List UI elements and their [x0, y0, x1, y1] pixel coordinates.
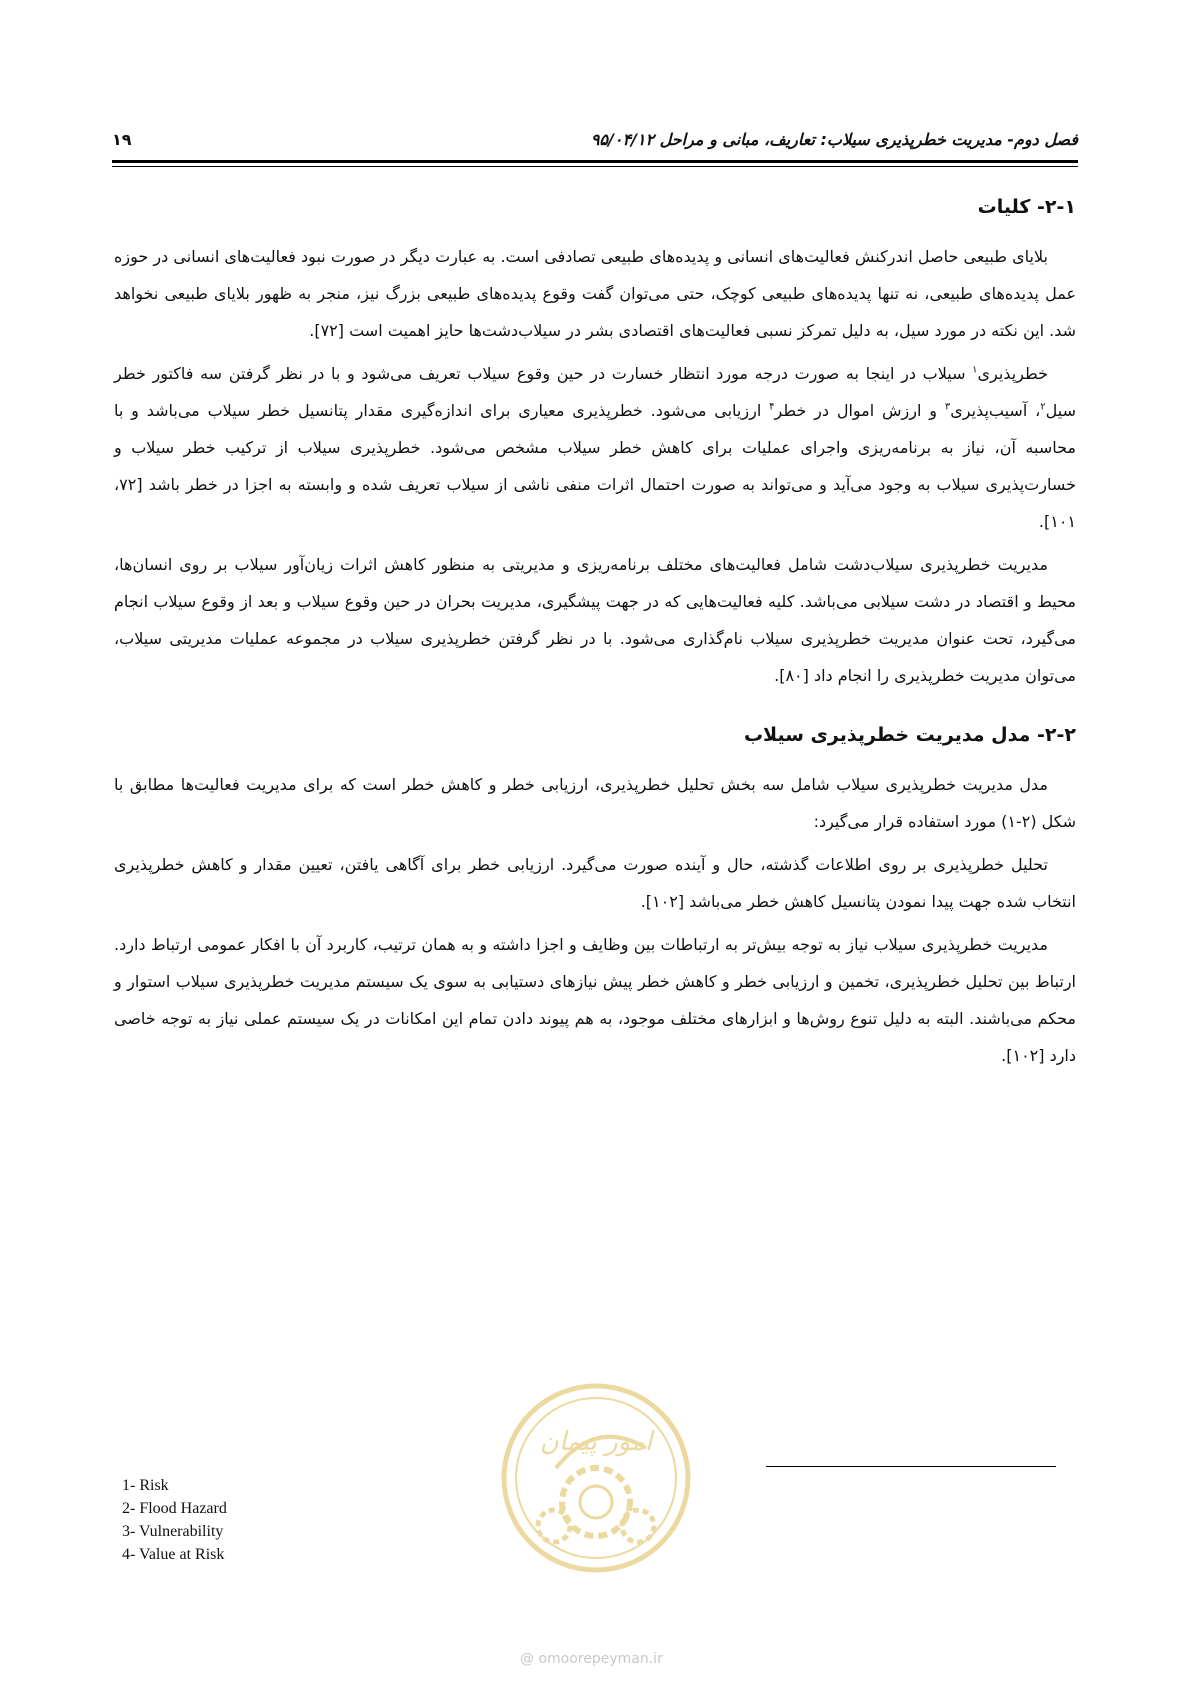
- text-run: ارزیابی می‌شود. خطرپذیری معیاری برای اندازه‌گیری مقدار پتانسیل خطر سیلاب می‌باشد و با محاسبه آن، نیاز به برنامه‌ریزی واجرای عملیات برای کاهش خطر سیلاب مشخص می‌شود. خطرپذیری سیلاب از ترکیب خطر سیلاب و خسارت‌پذیری سیلاب به وجود می‌آید و می‌تواند به صورت احتمال اثرات منفی ناشی از سیلاب تعریف شده و وابسته به اجزا در خطر باشد [۷۲، ۱۰۱].: [114, 401, 1076, 531]
- footnote: 2- Flood Hazard: [122, 1500, 227, 1517]
- paragraph: مدیریت خطرپذیری سیلاب نیاز به توجه بیش‌تر به ارتباطات بین وظایف و اجزا داشته و به همان ترتیب، کاربرد آن با افکار عمومی ارتباط دارد. ارتباط بین تحلیل خطرپذیری، تخمین و ارزیابی خطر و کاهش خطر پیش نیازهای دستیابی به سوی یک سیستم مدیریت خطرپذیری سیلاب استوار و محکم می‌باشند. البته به دلیل تنوع روش‌ها و ابزارهای مختلف موجود، به هم پیوند دادن تمام این امکانات در یک سیستم عملی نیاز به توجه خاصی دارد [۱۰۲].: [114, 935, 1076, 1065]
- page-number: ۱۹: [112, 130, 132, 149]
- paragraph: بلایای طبیعی حاصل اندرکنش فعالیت‌های انسانی و پدیده‌های طبیعی تصادفی است. به عبارت دیگر در صورت نبود فعالیت‌های انسانی در حوزه عمل پدیده‌های طبیعی، نه تنها پدیده‌های طبیعی کوچک، حتی می‌توان گفت وقوع پدیده‌های طبیعی بزرگ نیز، منجر به ظهور بلایای طبیعی نخواهد شد. این نکته در مورد سیل، به دلیل تمرکز نسبی فعالیت‌های اقتصادی بشر در سیلاب‌دشت‌ها حایز اهمیت است [۷۲].: [114, 247, 1076, 340]
- footnote: 4- Value at Risk: [122, 1546, 225, 1563]
- running-title: فصل دوم- مدیریت خطرپذیری سیلاب: تعاریف، مبانی و مراحل ۹۵/۰۴/۱۲: [590, 130, 1078, 149]
- running-header: [112, 130, 1078, 156]
- footnote: 1- Risk: [122, 1477, 169, 1494]
- paragraph: مدل مدیریت خطرپذیری سیلاب شامل سه بخش تحلیل خطرپذیری، ارزیابی خطر و کاهش خطر است که برای مدیریت فعالیت‌ها مطابق با شکل (۲-۱) مورد استفاده قرار می‌گیرد:: [114, 775, 1076, 831]
- header-rule-thin: [112, 166, 1078, 167]
- text-run: ، آسیب‌پذیری: [950, 401, 1041, 420]
- footnote-ref: ۴: [769, 401, 775, 413]
- text-run: خطرپذیری: [977, 364, 1048, 383]
- footnotes: [122, 1474, 227, 1566]
- text-run: سیلاب در اینجا به صورت درجه مورد انتظار خسارت در حین وقوع سیلاب تعریف می‌شود و با در نظر گرفتن سه فاکتور خطر سیل: [114, 364, 1077, 420]
- section-heading-risk-model: ۲-۲- مدل مدیریت خطرپذیری سیلاب: [743, 724, 1076, 746]
- header-rule: [112, 160, 1078, 163]
- watermark-site: @ omoorepeyman.ir: [520, 1651, 663, 1667]
- footnote-ref: ۳: [944, 401, 951, 413]
- paragraph: مدیریت خطرپذیری سیلاب‌دشت شامل فعالیت‌های مختلف برنامه‌ریزی و مدیریتی به منظور کاهش اثرات زیان‌آور سیلاب بر روی انسان‌ها، محیط و اقتصاد در دشت سیلابی می‌باشد. کلیه فعالیت‌هایی که در جهت پیشگیری، مدیریت بحران در حین وقوع سیلاب و بعد از وقوع سیلاب انجام می‌گیرد، تحت عنوان مدیریت خطرپذیری سیلاب نام‌گذاری می‌شود. با در نظر گرفتن خطرپذیری سیلاب در مجموعه عملیات مدیریتی سیلاب، می‌توان مدیریت خطرپذیری را انجام داد [۸۰].: [114, 555, 1076, 685]
- watermark-logo-text: امور پیمان: [539, 1427, 653, 1457]
- footnote: 3- Vulnerability: [122, 1523, 224, 1540]
- body-content: [114, 196, 1076, 1080]
- paragraph-risk-definition: [114, 355, 1076, 540]
- text-run: و ارزش اموال در خطر: [774, 401, 945, 420]
- footnote-ref: ۱: [972, 364, 978, 376]
- footnote-rule: [766, 1466, 1056, 1467]
- footnote-ref: ۲: [1040, 401, 1046, 413]
- section-heading-generalities: ۲-۱- کلیات: [977, 196, 1076, 218]
- watermark-logo: [496, 1378, 696, 1578]
- watermark-site-text: omoorepeyman.ir: [538, 1651, 663, 1667]
- paragraph: تحلیل خطرپذیری بر روی اطلاعات گذشته، حال و آینده صورت می‌گیرد. ارزیابی خطر برای آگاهی یافتن، تعیین مقدار و کاهش خطرپذیری انتخاب شده جهت پیدا نمودن پتانسیل کاهش خطر می‌باشد [۱۰۲].: [114, 855, 1076, 911]
